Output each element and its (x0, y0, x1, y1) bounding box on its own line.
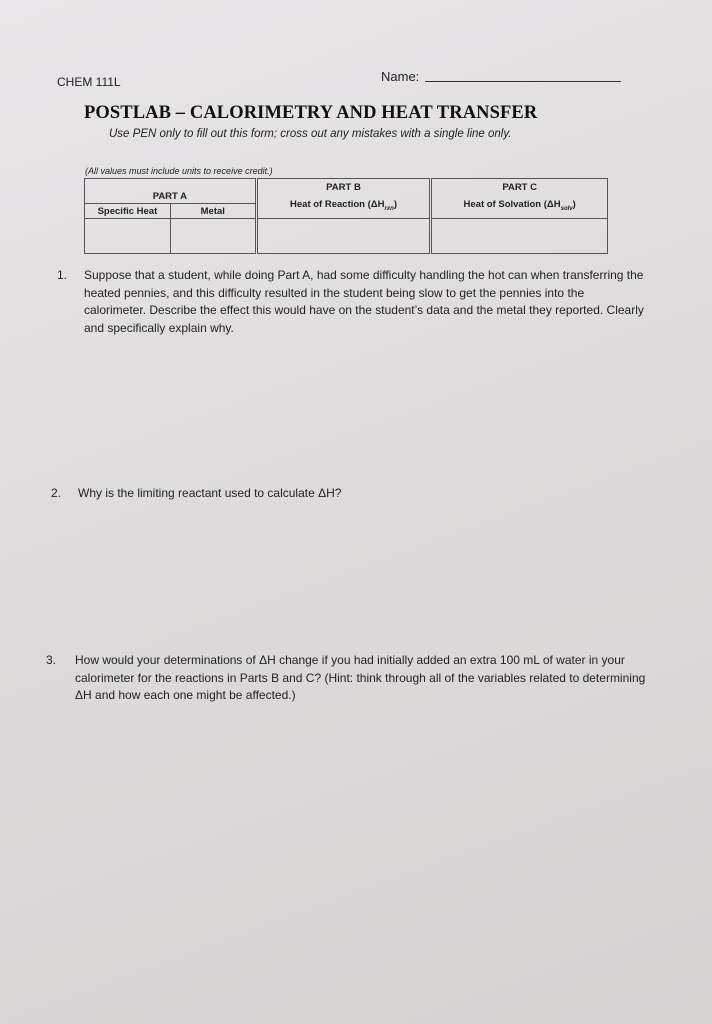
name-blank-line (425, 81, 621, 82)
question-2 (51, 485, 451, 505)
part-a-label: PART A (152, 191, 187, 203)
question-3 (46, 652, 656, 712)
question-number: 1. (57, 268, 68, 282)
course-code: CHEM 111L (57, 75, 121, 89)
part-b-label: PART B (326, 182, 361, 193)
name-label: Name: (381, 69, 420, 84)
specific-heat-entry[interactable] (85, 218, 171, 253)
metal-header: Metal (170, 204, 256, 219)
heat-of-solvation-entry[interactable] (431, 218, 608, 253)
page-subtitle: Use PEN only to fill out this form; cross out any mistakes with a single line only. (109, 128, 512, 140)
question-text: Suppose that a student, while doing Part A, had some difficulty handling the hot can when transferring the heated pennies, and this difficulty resulted in the student being slow to get the pennies into the calorimeter. Describe the effect this would have on the student’s data and the metal they reported. Clearly and specifically explain why. (84, 268, 644, 335)
page-title: POSTLAB – CALORIMETRY AND HEAT TRANSFER (84, 103, 538, 123)
question-number: 2. (51, 486, 62, 500)
part-c-column-label: Heat of Solvation $(\Delta H_{solv})$ (463, 199, 576, 212)
question-1 (57, 267, 647, 347)
part-a-header (85, 179, 257, 204)
question-number: 3. (46, 653, 57, 667)
question-text: How would your determinations of ΔH change if you had initially added an extra 100 mL of water in your calorimeter for the reactions in Parts B and C? (Hint: think through all of the variables related to determining ΔH and how each one might be affected.) (75, 653, 646, 702)
results-table (84, 178, 608, 254)
part-c-label: PART C (502, 182, 537, 193)
question-text: Why is the limiting reactant used to calculate ΔH? (78, 486, 342, 500)
part-b-header (256, 179, 431, 219)
specific-heat-header: Specific Heat (85, 204, 171, 219)
heat-of-reaction-entry[interactable] (256, 218, 431, 253)
part-c-header (431, 179, 608, 219)
metal-entry[interactable] (170, 218, 256, 253)
units-note: (All values must include units to receive credit.) (85, 166, 273, 176)
part-b-column-label: Heat of Reaction $(\Delta H_{rxn})$ (290, 199, 397, 212)
